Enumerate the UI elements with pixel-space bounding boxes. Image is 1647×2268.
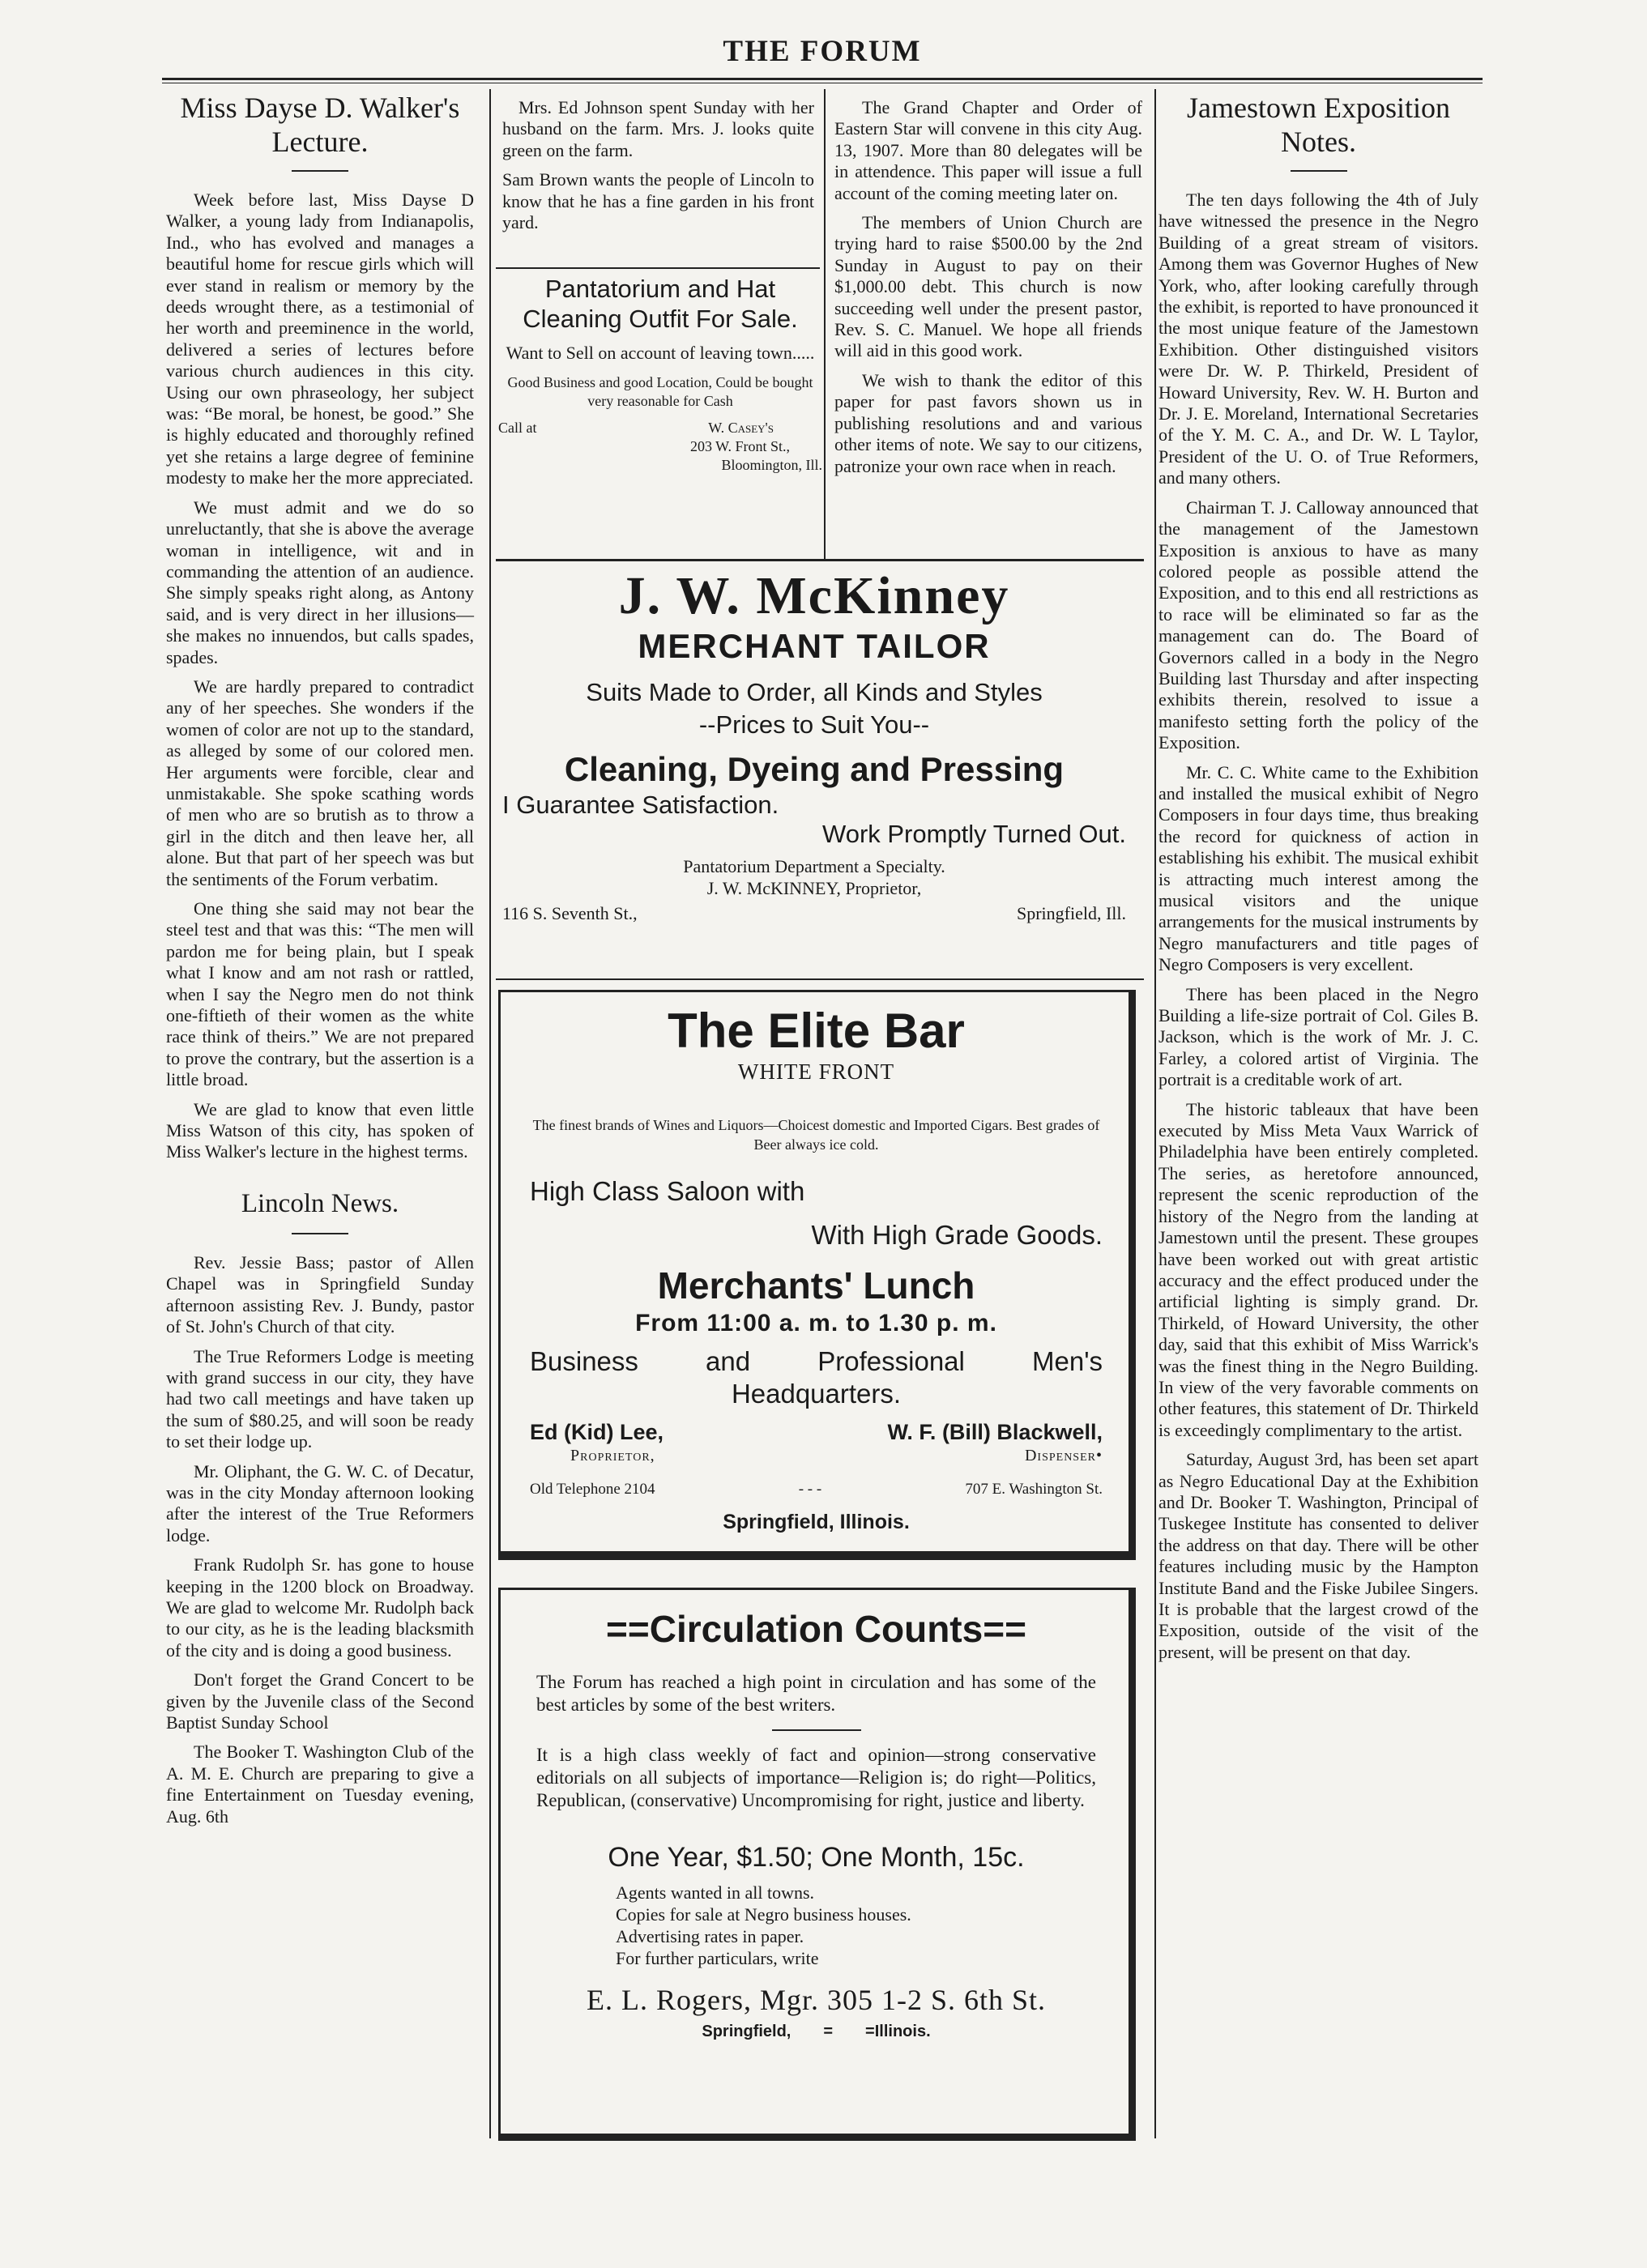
column-3-notes bbox=[834, 97, 1142, 485]
column-4 bbox=[1158, 91, 1478, 1671]
lincoln-paragraph: Rev. Jessie Bass; pastor of Allen Chapel was in Springfield Sunday afternoon assisting Rev. J. Bundy, pastor of St. John's Church of that city. bbox=[166, 1251, 474, 1337]
elite-bar-headquarters-2: Headquarters. bbox=[731, 1379, 902, 1409]
jamestown-paragraph: The ten days following the 4th of July have witnessed the presence in the Negro Building of a great stream of visitors. Among them was Governor Hughes of New York, who, after looking carefully through the exhibit, is reported to have pronounced it the most unique feature of the Jamestown Exhibition. Other distinguished visitors were Dr. W. P. Thirkeld, President of Howard University, Rev. W. H. Burton and Dr. J. E. Moreland, International Secretaries of the Y. M. C. A., and Dr. W. L Taylor, President of the U. O. of True Reformers, and many others. bbox=[1158, 190, 1478, 488]
elite-bar-line-2: With High Grade Goods. bbox=[811, 1220, 1103, 1250]
masthead: THE FORUM bbox=[723, 35, 922, 68]
circulation-paragraph-1: The Forum has reached a high point in circulation and has some of the best articles by some of the best writers. bbox=[536, 1672, 1096, 1715]
pantatorium-city: Bloomington, Ill. bbox=[721, 457, 822, 473]
mckinney-address: 116 S. Seventh St., bbox=[502, 903, 638, 923]
jamestown-paragraph: There has been placed in the Negro Building a life-size portrait of Col. Giles B. Jackson, which is the work of Mr. J. C. Farley, a colored artist of Virginia. The portrait is a creditable work of art. bbox=[1158, 983, 1478, 1090]
lincoln-paragraph: Frank Rudolph Sr. has gone to house keeping in the 1200 block on Broadway. We are glad to welcome Mr. Rudolph back to our city, as he is the leading blacksmith of the city and is doing a good business. bbox=[166, 1554, 474, 1660]
mckinney-line-4: I Guarantee Satisfaction. bbox=[502, 791, 779, 819]
walker-paragraph: We are glad to know that even little Miss Watson of this city, has spoken of Miss Walker's lecture in the highest terms. bbox=[166, 1098, 474, 1162]
mckinney-line-2: --Prices to Suit You-- bbox=[698, 710, 930, 739]
walker-paragraph: We are hardly prepared to contradict any of her speeches. She wonders if the women of color are not up to the standard, as alleged by some of our colored men. Her arguments were forcible, clear and unmistakable. She spoke scathing words of men who are so brutish as to throw a girl in the ditch and then leave her, all alone. But that part of her speech was but the sentiments of the Forum verbatim. bbox=[166, 676, 474, 889]
elite-bar-headquarters-1: Business and Professional Men's bbox=[530, 1346, 1103, 1376]
lincoln-paragraph: The True Reformers Lodge is meeting with grand success in our city, they have had two call meetings and have taken up the sum of $80.25, and will soon be ready to set their lodge up. bbox=[166, 1345, 474, 1452]
circulation-state: =Illinois. bbox=[865, 2023, 931, 2040]
headline-rule bbox=[1291, 170, 1347, 172]
elite-bar-subtitle: WHITE FRONT bbox=[737, 1059, 895, 1084]
elite-bar-lunch: Merchants' Lunch bbox=[657, 1264, 975, 1307]
circulation-item: Agents wanted in all towns. bbox=[616, 1882, 815, 1903]
elite-bar-proprietor-name: Ed (Kid) Lee, bbox=[530, 1420, 664, 1444]
circulation-ad bbox=[498, 1588, 1136, 2141]
mckinney-line-1: Suits Made to Order, all Kinds and Styles bbox=[586, 678, 1043, 706]
lincoln-paragraph: Mr. Oliphant, the G. W. C. of Decatur, was in the city Monday afternoon looking after the interest of the True Reformers lodge. bbox=[166, 1460, 474, 1545]
walker-paragraph: One thing she said may not bear the steel test and that was this: “The men will pardon me for being plain, but I speak what I know and am not rash or rattled, when I say the Negro men do not think one-fiftieth of their women as the white race think of theirs.” We are not prepared to prove the contrary, but the assertion is a little broad. bbox=[166, 898, 474, 1090]
jamestown-paragraph: Mr. C. C. White came to the Exhibition and installed the musical exhibit of Negro Composers in four days time, thus breaking the record for quickness of action in establishing his exhibit. The musical exhibit is attracting much interest among the musical visitors and the unique arrangements for the musical instruments by Negro manufacturers and title pages of Negro Composers is very excellent. bbox=[1158, 761, 1478, 975]
elite-bar-dispenser-name: W. F. (Bill) Blackwell, bbox=[887, 1420, 1103, 1444]
elite-bar-ad bbox=[498, 990, 1136, 1560]
circulation-item: Copies for sale at Negro business houses. bbox=[616, 1904, 911, 1925]
mckinney-trade: MERCHANT TAILOR bbox=[638, 627, 991, 665]
masthead-rule bbox=[162, 78, 1483, 80]
pantatorium-title: Pantatorium and Hat Cleaning Outfit For Sale. bbox=[523, 275, 798, 333]
elite-bar-city: Springfield, Illinois. bbox=[723, 1511, 910, 1533]
pantatorium-name: W. Casey's bbox=[708, 420, 774, 436]
column-2-notes bbox=[502, 97, 814, 241]
pantatorium-subtitle: Want to Sell on account of leaving town..... bbox=[506, 343, 815, 363]
circulation-title: ==Circulation Counts== bbox=[606, 1608, 1026, 1650]
jamestown-paragraph: The historic tableaux that have been executed by Miss Meta Vaux Warrick of Philadelphia have been entirely completed. The series, as heretofore announced, represent the scenic reproduction of the history of the Negro from the landing at Jamestown until the present. These groupes have been worked out with great artistic accuracy and the effect produced under the artificial lighting is simply grand. Dr. Thirkeld, of Howard University, the other day, said that this exhibit of Miss Warrick's was the finest thing in the Negro Building. In view of the very favorable comments on other features, this statement of Dr. Thirkeld is exceedingly complimentary to the artist. bbox=[1158, 1098, 1478, 1440]
ad-divider bbox=[496, 978, 1144, 980]
elite-bar-hours: From 11:00 a. m. to 1.30 p. m. bbox=[635, 1310, 997, 1336]
elite-bar-phone: Old Telephone 2104 bbox=[530, 1481, 655, 1498]
column-divider bbox=[824, 89, 826, 559]
column-3-paragraph: We wish to thank the editor of this paper for past favors shown us in publishing resolutions and and various other items of note. We say to our citizens, patronize your own race when in reach. bbox=[834, 369, 1142, 476]
mckinney-line-3: Cleaning, Dyeing and Pressing bbox=[564, 750, 1065, 788]
mckinney-line-5: Work Promptly Turned Out. bbox=[822, 820, 1126, 848]
lincoln-note: Mrs. Ed Johnson spent Sunday with her husband on the farm. Mrs. J. looks quite green on the farm. bbox=[502, 97, 814, 160]
headline-rule bbox=[292, 1233, 348, 1234]
elite-bar-name: The Elite Bar bbox=[668, 1004, 965, 1058]
pantatorium-street: 203 W. Front St., bbox=[689, 438, 790, 454]
mckinney-name: J. W. McKinney bbox=[618, 566, 1010, 625]
mckinney-line-7: J. W. McKINNEY, Proprietor, bbox=[706, 878, 922, 898]
pantatorium-call-at: Call at bbox=[498, 420, 537, 436]
mckinney-ad bbox=[502, 565, 1126, 924]
circulation-city: Springfield, bbox=[702, 2023, 791, 2040]
lincoln-paragraph: Don't forget the Grand Concert to be given by the Juvenile class of the Second Baptist Sunday School bbox=[166, 1669, 474, 1733]
circulation-separator: = bbox=[823, 2023, 834, 2040]
walker-lecture-headline: Miss Dayse D. Walker's Lecture. bbox=[180, 92, 460, 158]
mckinney-city: Springfield, Ill. bbox=[1016, 903, 1126, 923]
column-divider bbox=[1154, 89, 1156, 2138]
column-3-paragraph: The Grand Chapter and Order of Eastern Star will convene in this city Aug. 13, 1907. More than 80 delegates will be in attendence. This paper will issue a full account of the coming meeting later on. bbox=[834, 97, 1142, 203]
circulation-item: Advertising rates in paper. bbox=[616, 1926, 804, 1946]
pantatorium-ad bbox=[498, 274, 822, 475]
elite-bar-dispenser-role: Dispenser• bbox=[1024, 1447, 1103, 1464]
circulation-price: One Year, $1.50; One Month, 15c. bbox=[608, 1842, 1025, 1873]
circulation-item: For further particulars, write bbox=[616, 1948, 819, 1968]
headline-rule bbox=[292, 170, 348, 172]
circulation-paragraph-2: It is a high class weekly of fact and opinion—strong conservative editorials on all subjects of importance—Religion is; do right—Politics, Republican, (conservative) Uncompromising for right, justice and liberty. bbox=[536, 1745, 1096, 1810]
elite-bar-fine-print: The finest brands of Wines and Liquors—Choicest domestic and Imported Cigars. Best grades of Beer always ice cold. bbox=[532, 1117, 1100, 1153]
circulation-manager: E. L. Rogers, Mgr. 305 1-2 S. 6th St. bbox=[586, 1984, 1046, 2016]
pantatorium-fine-print: Good Business and good Location, Could be bought very reasonable for Cash bbox=[507, 374, 813, 409]
mckinney-line-6: Pantatorium Department a Specialty. bbox=[683, 856, 945, 876]
jamestown-paragraph: Saturday, August 3rd, has been set apart as Negro Educational Day at the Exhibition and Dr. Booker T. Washington, Principal of Tuskegee Institute has consented to deliver the address on that day. There will be other features including music by the Hampton Institute Band and the Fiske Jubilee Singers. It is probable that the largest crowd of the Exposition, outside of the visit of the present, will be present on that day. bbox=[1158, 1449, 1478, 1662]
jamestown-headline: Jamestown Exposition Notes. bbox=[1187, 92, 1450, 158]
column-1 bbox=[166, 91, 474, 1835]
column-3-paragraph: The members of Union Church are trying hard to raise $500.00 by the 2nd Sunday in August to pay on their $1,000.00 debt. This church is now succeeding well under the present pastor, Rev. S. C. Manuel. We hope all friends will aid in this good work. bbox=[834, 212, 1142, 361]
column-divider bbox=[489, 89, 491, 2138]
elite-bar-proprietor-role: Proprietor, bbox=[570, 1447, 655, 1464]
ad-divider bbox=[496, 559, 1144, 561]
lincoln-paragraph: The Booker T. Washington Club of the A. M. E. Church are preparing to give a fine Entertainment on Tuesday evening, Aug. 6th bbox=[166, 1742, 474, 1827]
elite-bar-dashes: - - - bbox=[798, 1481, 822, 1498]
lincoln-note: Sam Brown wants the people of Lincoln to know that he has a fine garden in his front yard. bbox=[502, 169, 814, 233]
elite-bar-line-1: High Class Saloon with bbox=[530, 1176, 805, 1206]
elite-bar-address: 707 E. Washington St. bbox=[965, 1481, 1103, 1498]
lincoln-news-headline: Lincoln News. bbox=[241, 1188, 399, 1218]
walker-paragraph: Week before last, Miss Dayse D Walker, a young lady from Indianapolis, Ind., who has evolved and manages a beautiful home for rescue girls which will ever stand in realism or memory by the deeds wrought there, as a testimonial of her worth and preeminence in the world, delivered a series of lectures before various church audiences in this city. Using our own phraseology, her subject was: “Be moral, be honest, be good.” She is highly educated and thoroughly refined yet she retains a large degree of feminine modesty to make her the more appreciated. bbox=[166, 190, 474, 488]
walker-paragraph: We must admit and we do so unreluctantly, that she is above the average woman in intelligence, wit and in commanding the attention of an audience. She simply speaks right along, as Antony said, and is very direct in her illusions—she makes no innuendos, but calls spades, spades. bbox=[166, 497, 474, 667]
jamestown-paragraph: Chairman T. J. Calloway announced that the management of the Jamestown Exposition is anxious to have as many colored people as possible attend the Exposition, and to this end all restrictions as to race will be eliminated so far as the management can do. The Board of Governors called in a body in the Negro Building last Thursday and after inspecting exhibits therein, resolved to issue a manifesto setting forth the policy of the Exposition. bbox=[1158, 497, 1478, 753]
ad-divider bbox=[496, 267, 820, 269]
circulation-rule bbox=[772, 1729, 861, 1731]
